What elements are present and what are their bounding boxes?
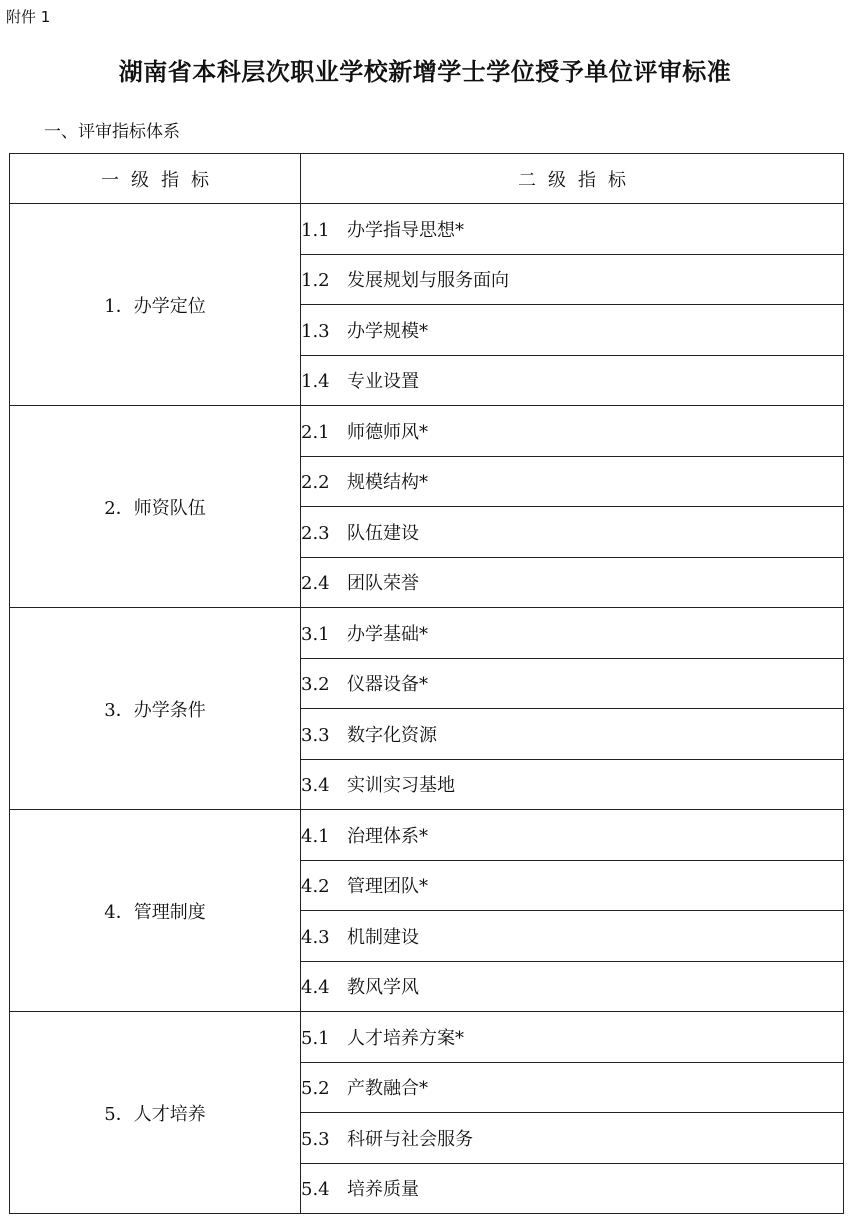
level2-number: 2.4 [301, 573, 330, 595]
level2-name: 办学基础* [347, 623, 428, 645]
level2-number: 2.1 [301, 421, 330, 443]
level2-indicator [301, 406, 844, 457]
level2-name: 师德师风* [347, 421, 428, 443]
level2-indicator [301, 810, 844, 861]
level2-number: 1.4 [301, 371, 330, 393]
level2-name: 专业设置 [347, 371, 419, 393]
level2-name: 发展规划与服务面向 [347, 270, 509, 292]
level2-number: 4.1 [301, 825, 330, 847]
level2-number: 5.1 [301, 1027, 330, 1049]
level1-indicator: 3．办学条件 [10, 608, 301, 810]
level2-name: 规模结构* [347, 472, 428, 494]
level2-number: 4.2 [301, 876, 330, 898]
level2-name: 产教融合* [347, 1078, 428, 1100]
level2-number: 1.1 [301, 219, 330, 241]
table-header-row [10, 154, 844, 204]
level2-name: 人才培养方案* [347, 1027, 464, 1049]
level2-indicator [301, 305, 844, 356]
level2-indicator [301, 1113, 844, 1164]
level2-indicator [301, 658, 844, 709]
level2-indicator [301, 204, 844, 255]
level2-number: 1.3 [301, 320, 330, 342]
level2-name: 队伍建设 [347, 522, 419, 544]
level2-indicator [301, 759, 844, 810]
level2-number: 1.2 [301, 270, 330, 292]
level2-indicator [301, 911, 844, 962]
document-title: 湖南省本科层次职业学校新增学士学位授予单位评审标准 [118, 57, 732, 86]
level2-name: 数字化资源 [347, 724, 437, 746]
table-row [10, 406, 844, 457]
level2-name: 科研与社会服务 [347, 1128, 473, 1150]
level2-indicator [301, 254, 844, 305]
level2-indicator [301, 1062, 844, 1113]
level2-number: 2.3 [301, 522, 330, 544]
level2-indicator [301, 557, 844, 608]
level2-indicator [301, 1012, 844, 1063]
table-row [10, 608, 844, 659]
level2-indicator [301, 709, 844, 760]
table-row [10, 810, 844, 861]
level2-indicator [301, 608, 844, 659]
indicator-table [9, 153, 844, 1214]
level2-name: 教风学风 [347, 977, 419, 999]
level2-name: 团队荣誉 [347, 573, 419, 595]
level2-number: 5.3 [301, 1128, 330, 1150]
header-level2-text: 二级指标 [518, 169, 638, 191]
level1-indicator: 5．人才培养 [10, 1012, 301, 1214]
level1-indicator: 2．师资队伍 [10, 406, 301, 608]
level2-number: 4.4 [301, 977, 330, 999]
level2-name: 管理团队* [347, 876, 428, 898]
level2-number: 5.2 [301, 1078, 330, 1100]
header-level2 [301, 154, 844, 204]
level2-indicator [301, 1163, 844, 1214]
level2-name: 培养质量 [347, 1179, 419, 1201]
level2-number: 3.1 [301, 623, 330, 645]
level2-number: 3.3 [301, 724, 330, 746]
table-row [10, 204, 844, 255]
level1-indicator: 4．管理制度 [10, 810, 301, 1012]
level2-indicator [301, 355, 844, 406]
level2-indicator [301, 507, 844, 558]
level2-indicator [301, 456, 844, 507]
level2-name: 实训实习基地 [347, 775, 455, 797]
header-level1-text: 一级指标 [101, 169, 221, 191]
level2-name: 办学规模* [347, 320, 428, 342]
level2-name: 仪器设备* [347, 674, 428, 696]
attachment-label: 附件 1 [6, 8, 51, 26]
level2-number: 5.4 [301, 1179, 330, 1201]
level2-name: 治理体系* [347, 825, 428, 847]
level2-number: 3.2 [301, 674, 330, 696]
header-level1 [10, 154, 301, 204]
table-row [10, 1012, 844, 1063]
level1-indicator: 1．办学定位 [10, 204, 301, 406]
level2-name: 办学指导思想* [347, 219, 464, 241]
level2-name: 机制建设 [347, 926, 419, 948]
section-heading: 一、评审指标体系 [44, 122, 180, 142]
level2-indicator [301, 961, 844, 1012]
level2-number: 2.2 [301, 472, 330, 494]
level2-number: 3.4 [301, 775, 330, 797]
level2-number: 4.3 [301, 926, 330, 948]
table-body [10, 204, 844, 1214]
level2-indicator [301, 860, 844, 911]
